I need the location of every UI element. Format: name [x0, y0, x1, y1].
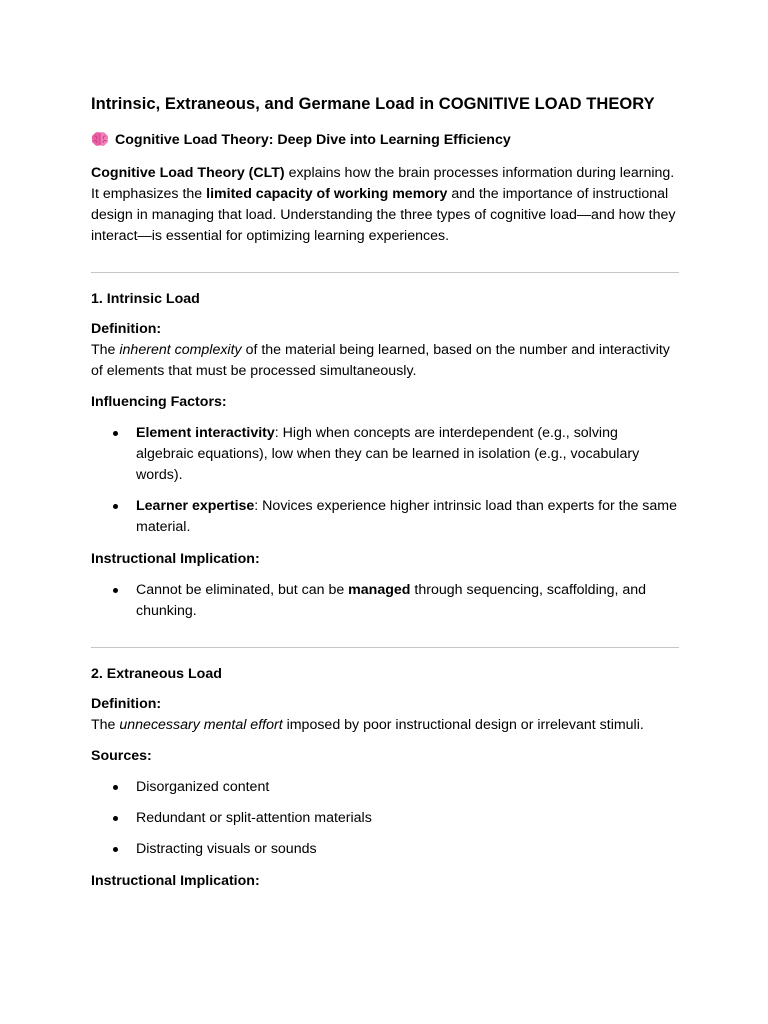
factor-text: : High when concepts are interdependent (e.g., solving algebraic equations), low when they can be learned in isolation (e.g., vocabulary words). [136, 425, 640, 483]
factor-term: Learner expertise [136, 498, 255, 514]
document-subtitle [91, 130, 679, 150]
source-text: Disorganized content [136, 779, 270, 795]
list-item [91, 496, 679, 538]
extraneous-definition-label: Definition: [91, 696, 162, 712]
list-item [91, 808, 679, 829]
list-item [91, 839, 679, 860]
list-item [91, 777, 679, 798]
section-divider [91, 272, 679, 273]
sources-list [91, 777, 679, 860]
definition-pre: The [91, 717, 120, 733]
influencing-factors-label: Influencing Factors: [91, 394, 227, 410]
list-item [91, 580, 679, 622]
implication-strong: managed [348, 582, 411, 598]
implication-post: through sequencing, scaffolding, and chunking. [136, 582, 647, 619]
definition-post: imposed by poor instructional design or irrelevant stimuli. [282, 717, 644, 733]
intrinsic-implication-label: Instructional Implication: [91, 551, 260, 567]
definition-post: of the material being learned, based on the number and interactivity of elements that must be processed simultaneously. [91, 342, 670, 379]
bullet-icon [113, 431, 118, 436]
intro-term: Cognitive Load Theory (CLT) [91, 165, 285, 181]
document-title: Intrinsic, Extraneous, and Germane Load in COGNITIVE LOAD THEORY [91, 95, 655, 113]
bullet-icon [113, 816, 118, 821]
section-divider [91, 647, 679, 648]
bullet-icon [113, 504, 118, 509]
subtitle-text: Cognitive Load Theory: Deep Dive into Learning Efficiency [115, 132, 511, 148]
intrinsic-definition-text [91, 340, 679, 382]
source-text: Redundant or split-attention materials [136, 810, 372, 826]
intrinsic-load-heading: 1. Intrinsic Load [91, 291, 200, 307]
sources-label: Sources: [91, 748, 152, 764]
bullet-icon [113, 847, 118, 852]
brain-icon [91, 131, 109, 147]
factor-term: Element interactivity [136, 425, 275, 441]
intrinsic-definition-label: Definition: [91, 321, 162, 337]
bullet-icon [113, 588, 118, 593]
source-text: Distracting visuals or sounds [136, 841, 317, 857]
extraneous-load-heading: 2. Extraneous Load [91, 666, 222, 682]
extraneous-definition-text [91, 715, 679, 736]
intro-emphasis: limited capacity of working memory [206, 186, 448, 202]
factor-text: : Novices experience higher intrinsic load than experts for the same material. [136, 498, 677, 535]
intro-text-1: explains how the brain processes information during learning. It emphasizes the [91, 165, 675, 202]
bullet-icon [113, 785, 118, 790]
implication-pre: Cannot be eliminated, but can be [136, 582, 349, 598]
influencing-factors-list [91, 423, 679, 538]
intrinsic-implication-list [91, 580, 679, 622]
definition-pre: The [91, 342, 120, 358]
definition-emphasis: unnecessary mental effort [119, 717, 283, 733]
definition-emphasis: inherent complexity [119, 342, 242, 358]
list-item [91, 423, 679, 486]
intro-text-2: and the importance of instructional design in managing that load. Understanding the three types of cognitive load—and how they interact—is essential for optimizing learning experiences. [91, 186, 676, 244]
document-page [91, 92, 679, 892]
intro-paragraph [91, 163, 679, 247]
extraneous-implication-label: Instructional Implication: [91, 873, 260, 889]
